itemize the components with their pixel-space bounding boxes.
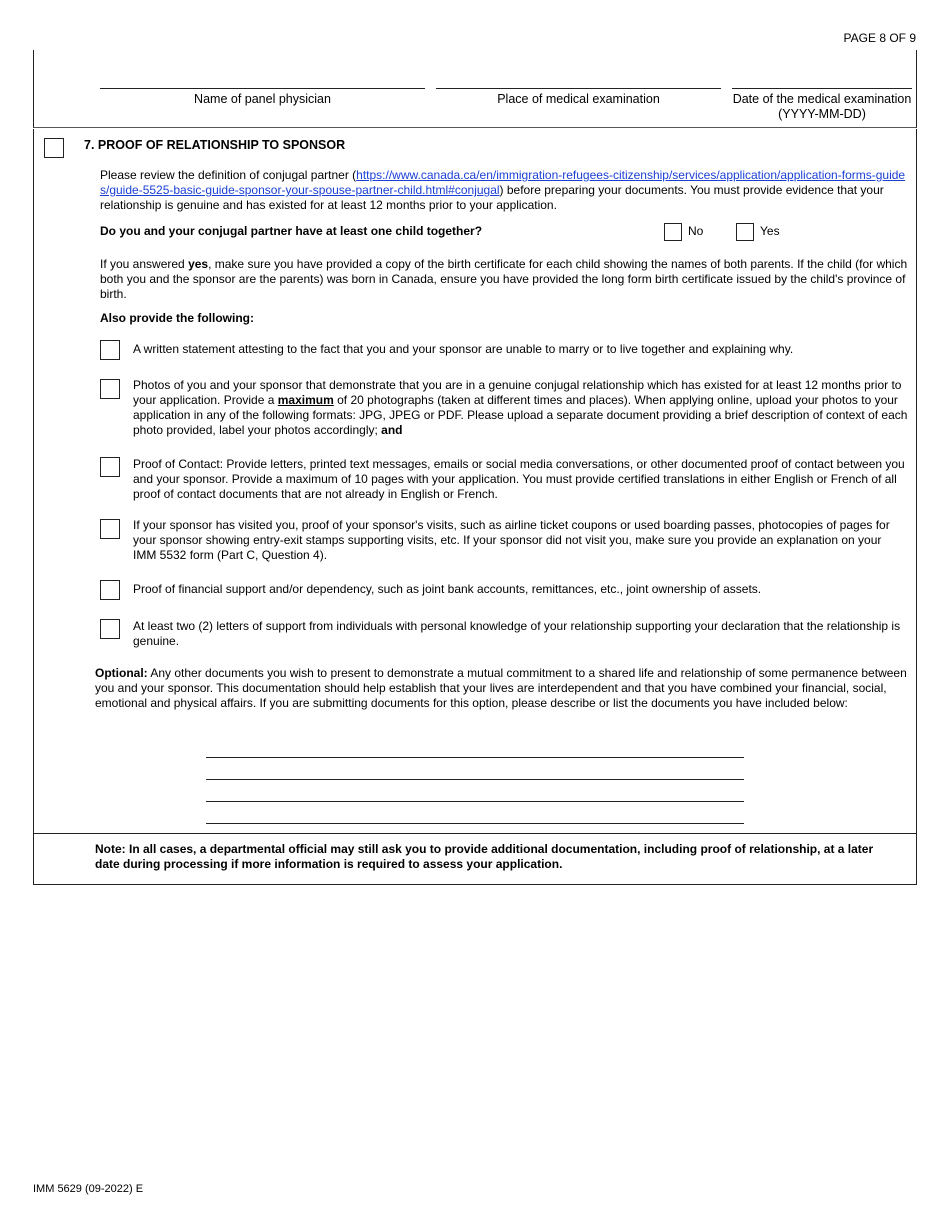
exam-place-label: Place of medical examination	[497, 92, 660, 106]
proof-of-contact-checkbox[interactable]	[100, 457, 120, 477]
yes-text-before: If you answered	[100, 257, 189, 271]
intro-after-link: ) before preparing your documents. You must provide evidence that your relationship is genuine and has existed for at least 12 months prior to your application.	[100, 183, 884, 212]
panel-physician-line[interactable]	[100, 88, 425, 89]
letters-of-support-text: At least two (2) letters of support from individuals with personal knowledge of your relationship supporting your declaration that the relationship is genuine.	[133, 619, 901, 648]
section-7-intro	[100, 168, 908, 213]
also-provide-heading: Also provide the following:	[100, 311, 254, 325]
photos-text-maximum: maximum	[277, 393, 334, 407]
letters-of-support-checkbox[interactable]	[100, 619, 120, 639]
child-question: Do you and your conjugal partner have at least one child together?	[100, 224, 483, 238]
written-statement-checkbox[interactable]	[100, 340, 120, 360]
yes-instructions	[100, 257, 908, 302]
optional-documents-line-2[interactable]	[206, 779, 744, 780]
optional-text: Any other documents you wish to present to demonstrate a mutual commitment to a shared life and relationship of some permanence between you and your sponsor. This documentation should help establish that your lives are interdependent and that you have combined your financial, social, emotional and physical affairs. If you are submitting documents for this option, please describe or list the documents you have included below:	[95, 666, 907, 710]
optional-paragraph	[95, 666, 908, 711]
photos-text-and: and	[381, 423, 403, 437]
photos-checkbox[interactable]	[100, 379, 120, 399]
page-number: PAGE 8 OF 9	[843, 31, 916, 45]
note-text: Note: In all cases, a departmental official may still ask you to provide additional documentation, including proof of relationship, at a later date during processing if more information is required to assess your application.	[95, 842, 874, 871]
financial-support-checkbox[interactable]	[100, 580, 120, 600]
optional-documents-line-1[interactable]	[206, 757, 744, 758]
exam-date-label: Date of the medical examination (YYYY-MM-DD)	[732, 92, 912, 121]
form-id: IMM 5629 (09-2022) E	[33, 1183, 144, 1195]
child-yes-label: Yes	[760, 224, 780, 238]
optional-documents-line-3[interactable]	[206, 801, 744, 802]
photos-text-a: Photos of you and your sponsor that demonstrate that you are in a genuine conjugal relationship which has existed for at least 12 months prior to your application. Provide a	[133, 378, 902, 407]
financial-support-text: Proof of financial support and/or dependency, such as joint bank accounts, remittances, etc., joint ownership of assets.	[133, 582, 762, 596]
child-yes-checkbox[interactable]	[736, 223, 754, 241]
proof-of-contact-text: Proof of Contact: Provide letters, printed text messages, emails or social media conversations, or other documented proof of contact between you and your sponsor. Provide a maximum of 10 pages with your application. You must provide certified translations in either English or French of all proof of contact documents that are not already in English or French.	[133, 457, 905, 501]
photos-text-c: of 20 photographs (taken at different times and places). When applying online, upload your photos to your application in any of the following formats: JPG, JPEG or PDF. Please upload a separate document providing a brief description of context of each photo provided, label your photos accordingly;	[133, 393, 908, 437]
optional-label: Optional:	[95, 666, 148, 680]
photos-text	[133, 378, 908, 438]
exam-place-line[interactable]	[436, 88, 721, 89]
yes-text-bold: yes	[188, 257, 209, 271]
child-no-label: No	[688, 224, 704, 238]
exam-date-line[interactable]	[732, 88, 912, 89]
sponsor-visits-text: If your sponsor has visited you, proof of your sponsor's visits, such as airline ticket coupons or used boarding passes, photocopies of pages for your sponsor showing entry-exit stamps supporting visits, etc. If your sponsor did not visit you, make sure you provide an explanation on your IMM 5532 form (Part C, Question 4).	[133, 518, 890, 562]
child-no-checkbox[interactable]	[664, 223, 682, 241]
intro-before-link: Please review the definition of conjugal partner (	[100, 168, 357, 182]
optional-documents-line-4[interactable]	[206, 823, 744, 824]
yes-text-after: , make sure you have provided a copy of the birth certificate for each child showing the names of both parents. If the child (for which both you and the sponsor are the parents) was born in Canada, ensure you have provided the long form birth certificate issued by the child's province of birth.	[100, 257, 908, 301]
conjugal-definition-link[interactable]: https://www.canada.ca/en/immigration-refugees-citizenship/services/application/application-forms-guides/guide-5525-basic-guide-sponsor-your-spouse-partner-child.html#conjugal	[100, 168, 906, 197]
sponsor-visits-checkbox[interactable]	[100, 519, 120, 539]
section-7-title: 7. PROOF OF RELATIONSHIP TO SPONSOR	[84, 138, 346, 152]
section-7-checkbox[interactable]	[44, 138, 64, 158]
panel-physician-label: Name of panel physician	[194, 92, 331, 106]
written-statement-text: A written statement attesting to the fact that you and your sponsor are unable to marry or to live together and explaining why.	[133, 342, 794, 356]
